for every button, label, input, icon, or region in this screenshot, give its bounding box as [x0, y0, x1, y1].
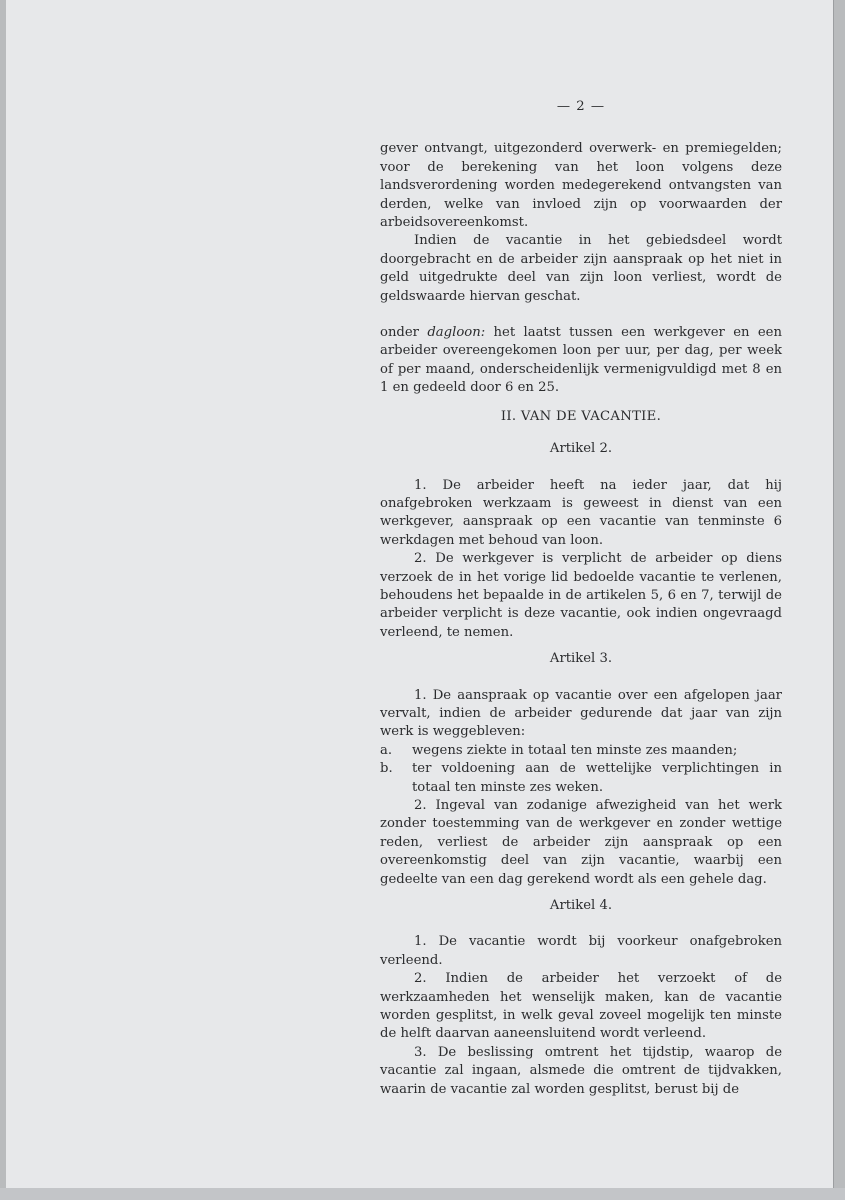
article-2-title: Artikel 2. — [549, 441, 613, 457]
dagloon-prefix: onder — [380, 325, 419, 341]
item-a-text: wegens ziekte in totaal ten minste zes maanden; — [412, 742, 738, 758]
dagloon-text: het laatst tussen een werkgever en een arbeider overeengekomen loon per uur, per dag, per week of per maand, onderscheidenlijk vermenigvuldigd met 8 en 1 en gedeeld door 6 en 25. — [380, 325, 782, 396]
article-3-item-b — [380, 760, 782, 797]
article-3-paragraph-2: 2. Ingeval van zodanige afwezigheid van het werk zonder toestemming van de werkgever en zonder wettige reden, verliest de arbeider zijn aanspraak op een overeenkomstig deel van zijn vacantie, waarbij een gedeelte van een dag gerekend wordt als een gehele dag. — [380, 798, 782, 887]
dagloon-definition — [380, 324, 782, 398]
intro-paragraph-1: gever ontvangt, uitgezonderd overwerk- en premiegelden; voor de berekening van het loon volgens deze landsverordening worden medegerekend ontvangsten van derden, welke van invloed zijn op voorwaarden der arbeidsovereenkomst. — [380, 141, 782, 231]
spacer — [380, 306, 782, 324]
page-number: — 2 — — [556, 99, 606, 114]
dagloon-term: dagloon: — [427, 325, 486, 341]
item-a-marker: a. — [380, 742, 393, 758]
article-4-paragraph-2: 2. Indien de arbeider het verzoekt of de werkzaamheden het wenselijk maken, kan de vacantie worden gesplitst, in welk geval zoveel mogelijk ten minste de helft daarvan aaneensluitend wordt verleend. — [380, 971, 782, 1042]
article-4-title: Artikel 4. — [549, 898, 613, 914]
item-b-text: ter voldoening aan de wettelijke verplichtingen in totaal ten minste zes weken. — [412, 761, 782, 795]
article-3-paragraph-1: 1. De aanspraak op vacantie over een afgelopen jaar vervalt, indien de arbeider gedurende dat jaar van zijn werk is weggebleven: — [380, 687, 782, 740]
article-3-title: Artikel 3. — [549, 651, 613, 667]
article-3-item-a — [380, 742, 782, 760]
item-b-marker: b. — [380, 761, 393, 777]
article-2-paragraph-1: 1. De arbeider heeft na ieder jaar, dat hij onafgebroken werkzaam is geweest in dienst van een werkgever, aanspraak op een vacantie van tenminste 6 werkdagen met behoud van loon. — [380, 477, 782, 548]
text-column — [380, 98, 782, 1099]
article-4-paragraph-3: 3. De beslissing omtrent het tijdstip, waarop de vacantie zal ingaan, alsmede die omtrent de tijdvakken, waarin de vacantie zal worden gesplitst, berust bij de — [380, 1044, 782, 1097]
scan-background — [0, 1188, 845, 1200]
document-page — [6, 0, 833, 1188]
section-title: II. VAN DE VACANTIE. — [500, 408, 662, 424]
article-4-paragraph-1: 1. De vacantie wordt bij voorkeur onafgebroken verleend. — [380, 934, 782, 968]
intro-paragraph-2: Indien de vacantie in het gebiedsdeel wordt doorgebracht en de arbeider zijn aanspraak op het niet in geld uitgedrukte deel van zijn loon verliest, wordt de geldswaarde hiervan geschat. — [380, 233, 782, 304]
article-2-paragraph-2: 2. De werkgever is verplicht de arbeider op diens verzoek de in het vorige lid bedoelde vacantie te verlenen, behoudens het bepaalde in de artikelen 5, 6 en 7, terwijl de arbeider verplicht is deze vacantie, ook indien ongevraagd verleend, te nemen. — [380, 551, 782, 640]
